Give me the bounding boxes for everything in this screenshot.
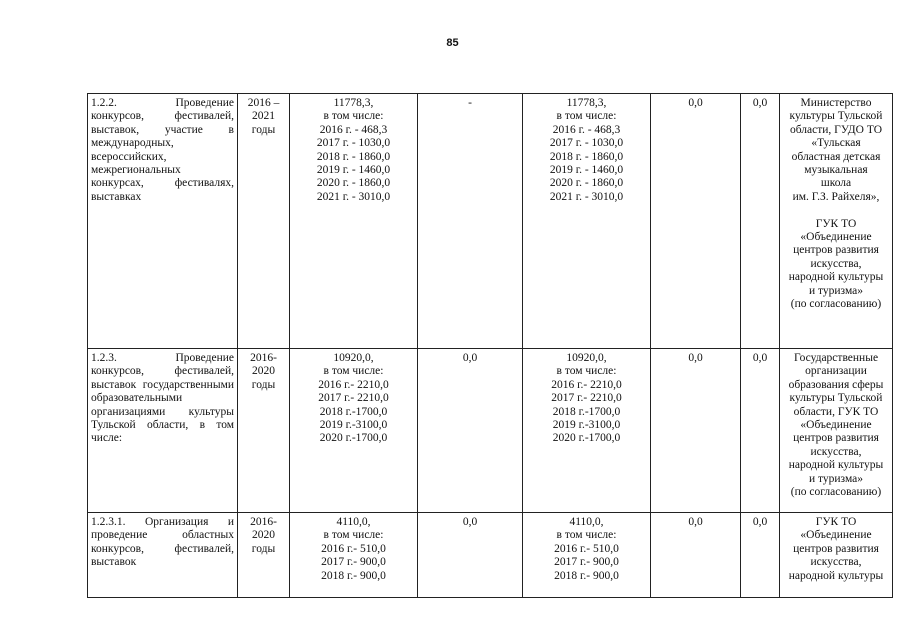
- cell-line: 2017 г. - 1030,0: [316, 137, 391, 150]
- cell-line: 2020 г. - 1860,0: [316, 177, 391, 190]
- cell-line: 2019 г.-3100,0: [552, 419, 621, 432]
- cell-line: в том числе:: [323, 365, 384, 378]
- cell-line: музыкальная: [804, 164, 868, 177]
- cell-line: 10920,0,: [566, 352, 607, 364]
- cell-line: 2016 г.- 2210,0: [318, 378, 389, 391]
- cell-line: 0,0: [752, 352, 768, 364]
- cell-line: школа: [820, 177, 852, 190]
- cell-line: 0,0: [752, 516, 768, 528]
- table-row: [88, 513, 893, 598]
- cell-total: [290, 513, 418, 598]
- cell-years: [238, 513, 290, 598]
- cell-federal: [418, 513, 523, 598]
- cell-federal: [418, 349, 523, 513]
- cell-line: Государственные: [793, 352, 879, 364]
- cell-line: 0,0: [688, 516, 703, 528]
- cell-executor: [780, 94, 893, 349]
- cell-years: [238, 349, 290, 513]
- table-row: [88, 349, 893, 513]
- cell-line: 2020: [252, 529, 275, 542]
- cell-line: 2021 г. - 3010,0: [316, 190, 391, 203]
- cell-line: 0,0: [688, 97, 703, 109]
- cell-regional: [523, 513, 651, 598]
- cell-line: 2021 г. - 3010,0: [549, 190, 624, 203]
- cell-line: годы: [251, 378, 276, 391]
- cell-local: [651, 513, 741, 598]
- cell-line: 2018 г.- 900,0: [554, 569, 619, 582]
- cell-federal: [418, 94, 523, 349]
- cell-line: 2016 г.- 510,0: [321, 542, 386, 555]
- cell-line: 2020 г. - 1860,0: [549, 177, 624, 190]
- cell-line: 2017 г.- 900,0: [554, 556, 619, 569]
- cell-line: в том числе:: [556, 110, 617, 123]
- cell-line: годы: [251, 542, 276, 555]
- cell-name: [88, 94, 238, 349]
- table-row: [88, 94, 893, 349]
- cell-line: «Объединение: [800, 529, 872, 542]
- cell-line: 2019 г. - 1460,0: [549, 164, 624, 177]
- cell-line: 2016 г. - 468,3: [552, 123, 621, 136]
- cell-line: 0,0: [462, 352, 478, 364]
- cell-line: им. Г.З. Райхеля»,: [792, 190, 880, 203]
- cell-line: 2018 г.- 900,0: [321, 569, 386, 582]
- cell-line: (по согласованию): [790, 486, 882, 499]
- cell-line: центров развития: [793, 542, 879, 555]
- cell-line: Министерство: [800, 97, 872, 109]
- cell-line: 2017 г.- 2210,0: [318, 392, 389, 405]
- cell-line: организации: [805, 365, 867, 378]
- cell-name: [88, 349, 238, 513]
- cell-line: 4110,0,: [336, 516, 371, 528]
- cell-line: 11778,3,: [566, 97, 607, 109]
- cell-line: 2018 г. - 1860,0: [549, 150, 624, 163]
- cell-regional: [523, 94, 651, 349]
- cell-line: и туризма»: [809, 284, 863, 297]
- cell-text: 1.2.3. Проведение конкурсов, фестивалей, выставок государственными образовательными организациями культуры Тульской области, в том числе:: [91, 352, 234, 445]
- cell-line: 2020 г.-1700,0: [319, 432, 388, 445]
- cell-line: 2016 г.- 510,0: [554, 542, 619, 555]
- cell-line: образования сферы: [788, 378, 884, 391]
- cell-text: 1.2.2. Проведение конкурсов, фестивалей, выставок, участие в международных, всероссийских, межрегиональных конкурсах, фестивалях, выставках: [91, 97, 234, 203]
- cell-line: 2016 –: [247, 97, 280, 109]
- cell-line: 2017 г.- 2210,0: [551, 392, 622, 405]
- cell-line: 2019 г. - 1460,0: [316, 164, 391, 177]
- cell-line: центров развития: [793, 432, 879, 445]
- cell-line: народной культуры: [788, 569, 884, 582]
- cell-line: 0,0: [752, 97, 768, 109]
- cell-line: 2020 г.-1700,0: [552, 432, 621, 445]
- cell-line: области, ГУДО ТО: [789, 123, 883, 136]
- cell-years: [238, 94, 290, 349]
- cell-line: области, ГУК ТО: [793, 405, 879, 418]
- cell-line: 2016-: [250, 516, 277, 528]
- cell-line: в том числе:: [556, 529, 617, 542]
- cell-text: 1.2.3.1. Организация и проведение областных конкурсов, фестивалей, выставок: [91, 516, 234, 569]
- cell-line: «Объединение: [800, 231, 872, 244]
- cell-line: годы: [251, 123, 276, 136]
- cell-line: центров развития: [793, 244, 879, 257]
- cell-line: 0,0: [688, 352, 703, 364]
- cell-line: 10920,0,: [333, 352, 374, 364]
- cell-line: в том числе:: [323, 529, 384, 542]
- cell-line: 2016-: [250, 352, 277, 364]
- cell-line: «Объединение: [800, 419, 872, 432]
- cell-line: 0,0: [462, 516, 478, 528]
- cell-other: [741, 513, 780, 598]
- cell-line: ГУК ТО: [815, 217, 857, 230]
- cell-other: [741, 94, 780, 349]
- cell-line: «Тульская: [811, 137, 861, 150]
- cell-line: -: [468, 97, 472, 109]
- cell-local: [651, 349, 741, 513]
- cell-other: [741, 349, 780, 513]
- cell-total: [290, 349, 418, 513]
- cell-line: 2021: [252, 110, 275, 123]
- cell-line: культуры Тульской: [789, 392, 883, 405]
- cell-line: 2017 г.- 900,0: [321, 556, 386, 569]
- cell-line: искусства,: [810, 257, 862, 270]
- cell-total: [290, 94, 418, 349]
- cell-executor: [780, 513, 893, 598]
- activity-table: [87, 93, 893, 598]
- cell-line: областная детская: [791, 150, 881, 163]
- cell-line: 2019 г.-3100,0: [319, 419, 388, 432]
- cell-line: 2017 г. - 1030,0: [549, 137, 624, 150]
- cell-line: 2018 г.-1700,0: [552, 405, 621, 418]
- cell-line: в том числе:: [556, 365, 617, 378]
- cell-line: в том числе:: [323, 110, 384, 123]
- cell-line: народной культуры: [788, 459, 884, 472]
- cell-name: [88, 513, 238, 598]
- cell-line: 4110,0,: [569, 516, 604, 528]
- cell-line: искусства,: [810, 556, 862, 569]
- cell-line: 11778,3,: [333, 97, 374, 109]
- cell-regional: [523, 349, 651, 513]
- cell-line: и туризма»: [809, 472, 863, 485]
- cell-line: 2016 г.- 2210,0: [551, 378, 622, 391]
- cell-line: 2018 г.-1700,0: [319, 405, 388, 418]
- cell-line: культуры Тульской: [789, 110, 883, 123]
- cell-line: (по согласованию): [790, 298, 882, 311]
- cell-line: ГУК ТО: [815, 516, 857, 528]
- cell-line: 2016 г. - 468,3: [319, 123, 388, 136]
- cell-line: 2018 г. - 1860,0: [316, 150, 391, 163]
- cell-line: [783, 204, 889, 217]
- cell-executor: [780, 349, 893, 513]
- cell-line: искусства,: [810, 445, 862, 458]
- cell-line: народной культуры: [788, 271, 884, 284]
- page-number: 85: [446, 37, 459, 49]
- cell-line: 2020: [252, 365, 275, 378]
- cell-local: [651, 94, 741, 349]
